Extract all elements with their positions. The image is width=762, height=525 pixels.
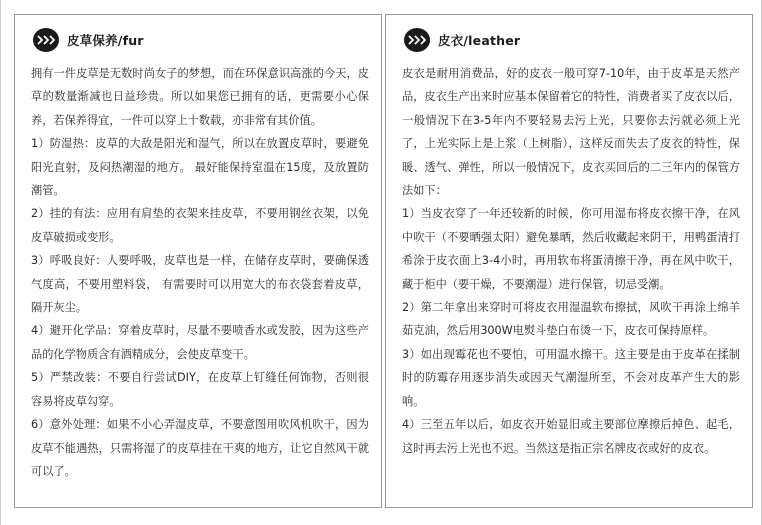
triple-chevron-right-icon [404, 28, 430, 52]
leather-care-panel [385, 14, 753, 508]
fur-care-panel [14, 14, 382, 508]
fur-care-body [31, 62, 369, 483]
fur-care-header [33, 28, 144, 52]
fur-tip-hanging: 2）挂的有法：应用有肩垫的衣架来挂皮草，不要用钢丝衣架，以免皮草破损或变形。 [31, 207, 369, 244]
fur-tip-no-modification: 5）严禁改装：不要自行尝试DIY，在皮草上钉缝任何饰物，否则很容易将皮草勾穿。 [31, 371, 369, 408]
leather-care-header [404, 28, 520, 52]
fur-tip-chemicals: 4）避开化学品：穿着皮草时，尽量不要喷香水或发胶，因为这些产品的化学物质含有酒精成分，会使皮草变干。 [31, 324, 369, 361]
fur-intro-paragraph: 拥有一件皮草是无数时尚女子的梦想，而在环保意识高涨的今天，皮草的数量渐减也日益珍贵。所以如果您已拥有的话，更需要小心保养，若保养得宜，一件可以穿上十数载，亦非常有其价值。 [31, 67, 369, 127]
leather-intro-paragraph: 皮衣是耐用消费品，好的皮衣一般可穿7-10年，由于皮革是天然产品，皮衣生产出来时应基本保留着它的特性，消费者买了皮衣以后， 一般情况下在3-5年内不要轻易去污上光，只要你去污就必须上光了，上光实际上是上浆（上树脂），这样反而失去了皮衣的特性，保暖、透气、弹性，所以一般情况下，皮衣买回后的二三年内的保管方法如下： [402, 67, 740, 198]
fur-tip-accidents: 6）意外处理：如果不小心弄湿皮草，不要意图用吹风机吹干，因为皮草不能遇热，只需将湿了的皮草挂在干爽的地方，让它自然风干就可以了。 [31, 418, 369, 478]
fur-care-title: 皮草保养/fur [67, 33, 144, 48]
leather-tip-mildew: 3）如出现霉花也不要怕，可用温水擦干。这主要是由于皮革在揉制时的防霉存用逐步消失或因天气潮湿所至，不会对皮革产生大的影响。 [402, 347, 740, 408]
fur-tip-ventilation: 3）呼吸良好：人要呼吸，皮草也是一样，在储存皮草时，要确保透气度高，不要用塑料袋， 有需要时可以用宽大的布衣袋套着皮草，隔开灰尘。 [31, 254, 369, 315]
leather-care-title: 皮衣/leather [438, 33, 521, 48]
fur-tip-moisture-heat: 1）防湿热：皮草的大敌是阳光和湿气，所以在放置皮草时，要避免阳光直射，及闷热潮湿的地方。 最好能保持室温在15度，及放置防潮管。 [31, 137, 369, 198]
leather-care-body [402, 62, 740, 460]
leather-tip-year-two: 2）第二年拿出来穿时可将皮衣用湿温软布擦拭，风吹干再涂上绵羊茹克油，然后用300W电熨斗垫白布烫一下，皮衣可保持原样。 [402, 301, 740, 338]
triple-chevron-right-icon [33, 28, 59, 52]
leather-tip-year-one: 1）当皮衣穿了一年还较新的时候，你可用湿布将皮衣擦干净，在风中吹干（不要晒强太阳）避免暴晒，然后收藏起来阴干，用鸭蛋清打希涂于皮衣面上3-4小时，再用软布将蛋清擦干净，再在风中吹干，藏于柜中（要干燥，不要潮湿）进行保管，切忌受潮。 [402, 207, 740, 291]
leather-tip-later-years: 4）三至五年以后，如皮衣开始显旧或主要部位摩擦后掉色、起毛，这时再去污上光也不迟。当然这是指正宗名牌皮衣或好的皮衣。 [402, 418, 740, 455]
left-edge-divider [0, 0, 1, 525]
